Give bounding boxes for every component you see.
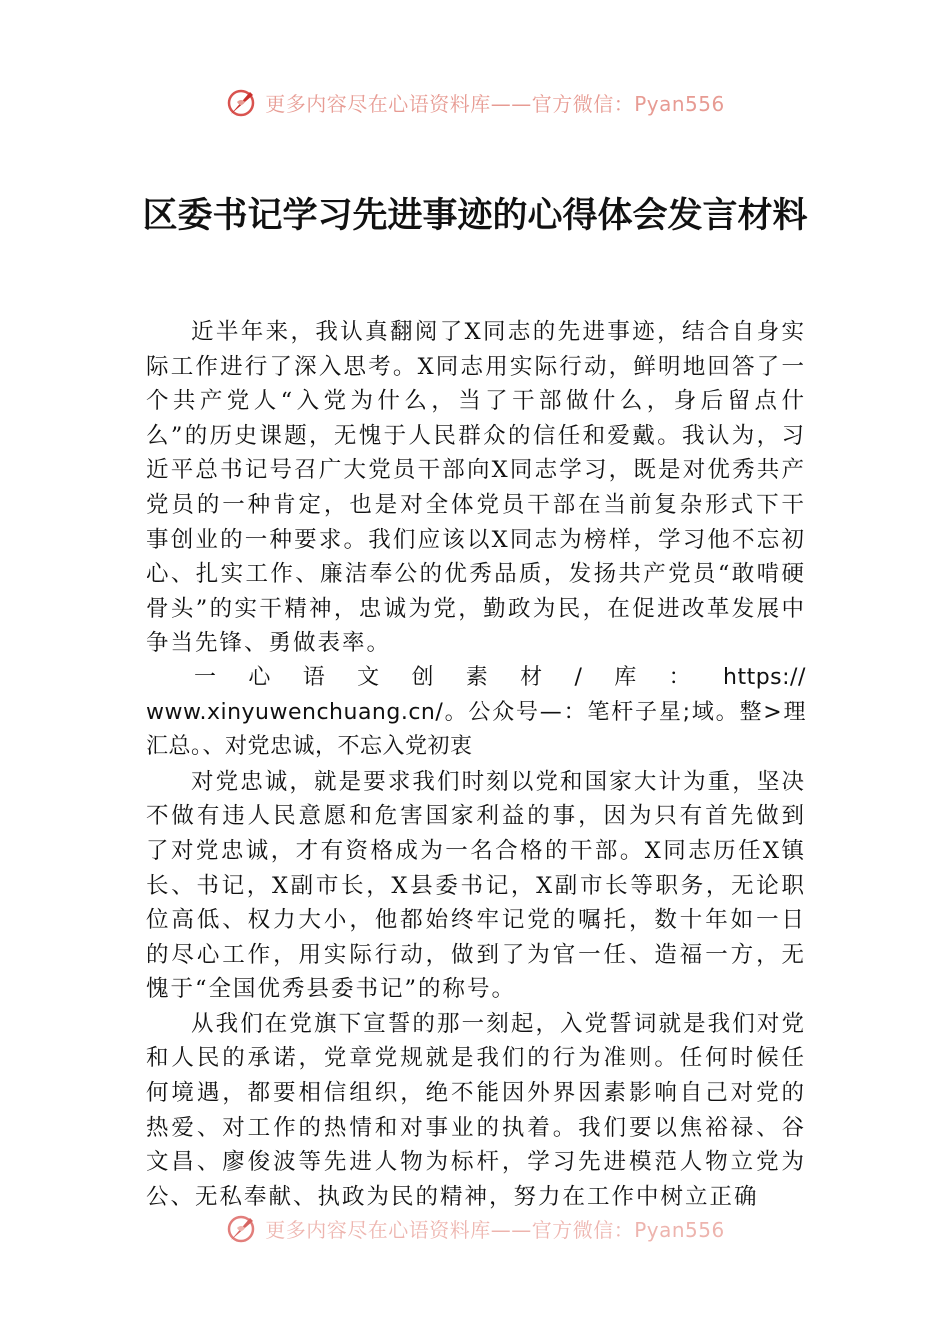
watermark-text: 更多内容尽在心语资料库——官方微信：Pyan556	[265, 91, 725, 116]
source-char: /	[574, 664, 583, 690]
source-char: 语	[302, 664, 326, 690]
paragraph-intro: 近半年来，我认真翻阅了X同志的先进事迹，结合自身实际工作进行了深入思考。X同志用实际行动，鲜明地回答了一个共产党人“入党为什么，当了干部做什么，身后留点什么”的历史课题，无愧于人民群众的信任和爱戴。我认为，习近平总书记号召广大党员干部向X同志学习，既是对优秀共产党员的一种肯定，也是对全体党员干部在当前复杂形式下干事创业的一种要求。我们应该以X同志为榜样，学习他不忘初心、扎实工作、廉洁奉公的优秀品质，发扬共产党员“敢啃硬骨头”的实干精神，忠诚为党，勤政为民，在促进改革发展中争当先锋、勇做表率。	[146, 319, 806, 657]
watermark-header	[0, 82, 950, 122]
source-char: 材	[520, 664, 543, 690]
source-line-rest: www.xinyuwenchuang.cn/。公众号—：笔杆子星;域。整>理汇总。、对党忠诚，不忘入党初衷	[146, 699, 806, 760]
source-char: 一	[194, 664, 217, 690]
source-char: 素	[465, 664, 489, 690]
document-body	[146, 315, 806, 1214]
source-line-spaced	[146, 661, 806, 696]
document-title: 区委书记学习先进事迹的心得体会发言材料	[142, 195, 808, 236]
watermark-footer	[0, 1208, 950, 1248]
quill-seal-icon	[225, 1212, 257, 1244]
paragraph-loyalty: 对党忠诚，就是要求我们时刻以党和国家大计为重，坚决不做有违人民意愿和危害国家利益的事，因为只有首先做到了对党忠诚，才有资格成为一名合格的干部。X同志历任X镇长、书记，X副市长，X县委书记，X副市长等职务，无论职位高低、权力大小，他都始终牢记党的嘱托，数十年如一日的尽心工作，用实际行动，做到了为官一任、造福一方，无愧于“全国优秀县委书记”的称号。	[146, 768, 806, 1003]
quill-seal-icon	[225, 86, 257, 118]
source-char: ：	[668, 664, 692, 690]
source-url-start: https://	[723, 664, 806, 690]
watermark-text: 更多内容尽在心语资料库——官方微信：Pyan556	[265, 1217, 725, 1242]
source-char: 库	[614, 664, 637, 690]
paragraph-oath: 从我们在党旗下宣誓的那一刻起，入党誓词就是我们对党和人民的承诺，党章党规就是我们的行为准则。任何时候任何境遇，都要相信组织，绝不能因外界因素影响自己对党的热爱、对工作的热情和对事业的执着。我们要以焦裕禄、谷文昌、廖俊波等先进人物为标杆，学习先进模范人物立党为公、无私奉献、执政为民的精神，努力在工作中树立正确	[146, 1010, 806, 1210]
source-char: 心	[248, 664, 271, 690]
source-char: 文	[357, 664, 380, 690]
source-char: 创	[411, 664, 434, 690]
source-line	[146, 661, 806, 765]
